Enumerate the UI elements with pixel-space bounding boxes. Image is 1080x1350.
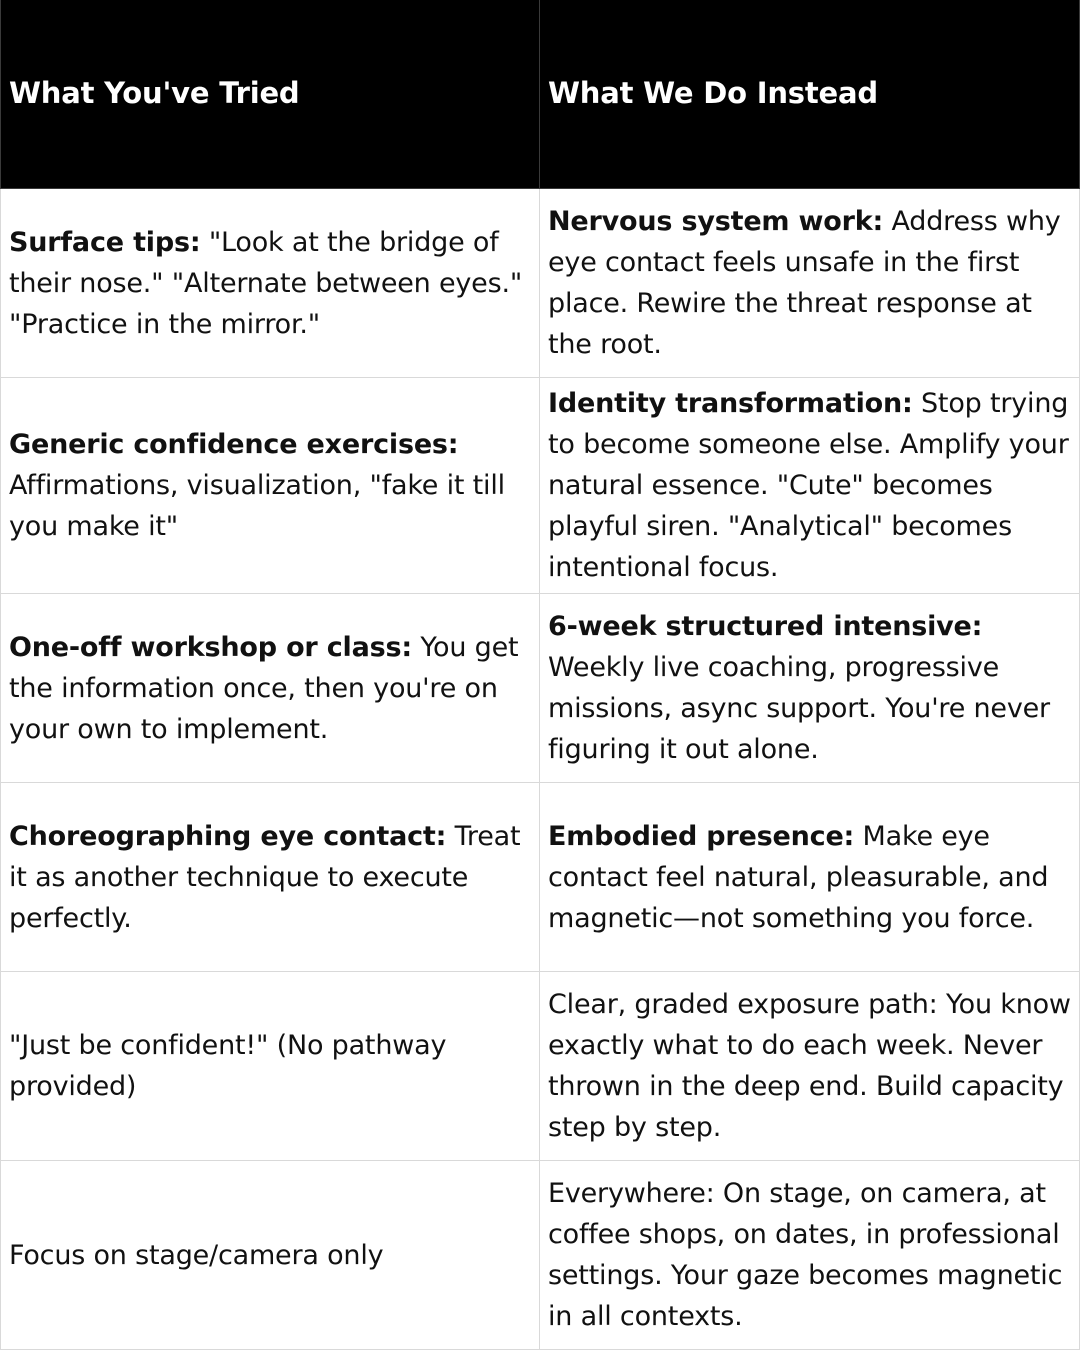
cell-term: Identity transformation: [548, 388, 913, 419]
cell-description: Focus on stage/camera only [9, 1239, 384, 1271]
cell-text [9, 816, 531, 939]
cell-description: Everywhere: On stage, on camera, at coffee shops, on dates, in professional settings. Your gaze becomes magnetic in all contexts. [548, 1178, 1063, 1332]
table-cell-right [540, 1161, 1080, 1350]
cell-text [548, 1173, 1071, 1337]
cell-description: Make eye contact feel natural, pleasurable, and magnetic—not something you force. [548, 820, 1049, 934]
table-cell-left [0, 378, 540, 594]
table-cell-left [0, 594, 540, 783]
table-cell-right [540, 972, 1080, 1161]
cell-term: Choreographing eye contact: [9, 820, 447, 852]
cell-text [9, 1235, 531, 1276]
header-cell-left [0, 0, 540, 189]
cell-text [9, 222, 531, 345]
table-cell-right [540, 783, 1080, 972]
cell-text [548, 816, 1071, 939]
cell-description: Clear, graded exposure path: You know exactly what to do each week. Never thrown in the deep end. Build capacity step by step. [548, 989, 1071, 1143]
cell-term: Embodied presence: [548, 820, 855, 852]
table-cell-right [540, 378, 1080, 594]
table-cell-left [0, 972, 540, 1161]
header-left-label: What You've Tried [9, 75, 300, 110]
cell-term: Surface tips: [9, 226, 201, 258]
table-cell-left [0, 189, 540, 378]
cell-text [9, 1025, 531, 1107]
cell-text [9, 424, 531, 547]
cell-description: Affirmations, visualization, "fake it till you make it" [9, 470, 505, 542]
cell-description: You get the information once, then you're on your own to implement. [9, 631, 519, 745]
cell-description: Address why eye contact feels unsafe in the first place. Rewire the threat response at the root. [548, 206, 1061, 360]
cell-description: "Just be confident!" (No pathway provided) [9, 1030, 447, 1102]
table-cell-right [540, 594, 1080, 783]
cell-description: "Look at the bridge of their nose." "Alternate between eyes." "Practice in the mirror." [9, 226, 523, 340]
header-cell-right [540, 0, 1080, 189]
cell-term: One-off workshop or class: [9, 631, 412, 663]
cell-text [548, 383, 1071, 588]
cell-description: Treat it as another technique to execute perfectly. [9, 820, 521, 934]
cell-text [548, 201, 1071, 365]
cell-term: Nervous system work: [548, 206, 884, 237]
cell-term: 6-week structured intensive: [548, 611, 983, 642]
cell-description: Stop trying to become someone else. Amplify your natural essence. "Cute" becomes playful siren. "Analytical" becomes intentional focus. [548, 388, 1069, 583]
cell-text [548, 984, 1071, 1148]
cell-description: Weekly live coaching, progressive missions, async support. You're never figuring it out alone. [548, 652, 1050, 765]
cell-text [9, 627, 531, 750]
table-cell-left [0, 1161, 540, 1350]
cell-term: Generic confidence exercises: [9, 429, 459, 460]
cell-text [548, 606, 1071, 770]
header-right-label: What We Do Instead [548, 75, 878, 110]
table-cell-right [540, 189, 1080, 378]
table-cell-left [0, 783, 540, 972]
